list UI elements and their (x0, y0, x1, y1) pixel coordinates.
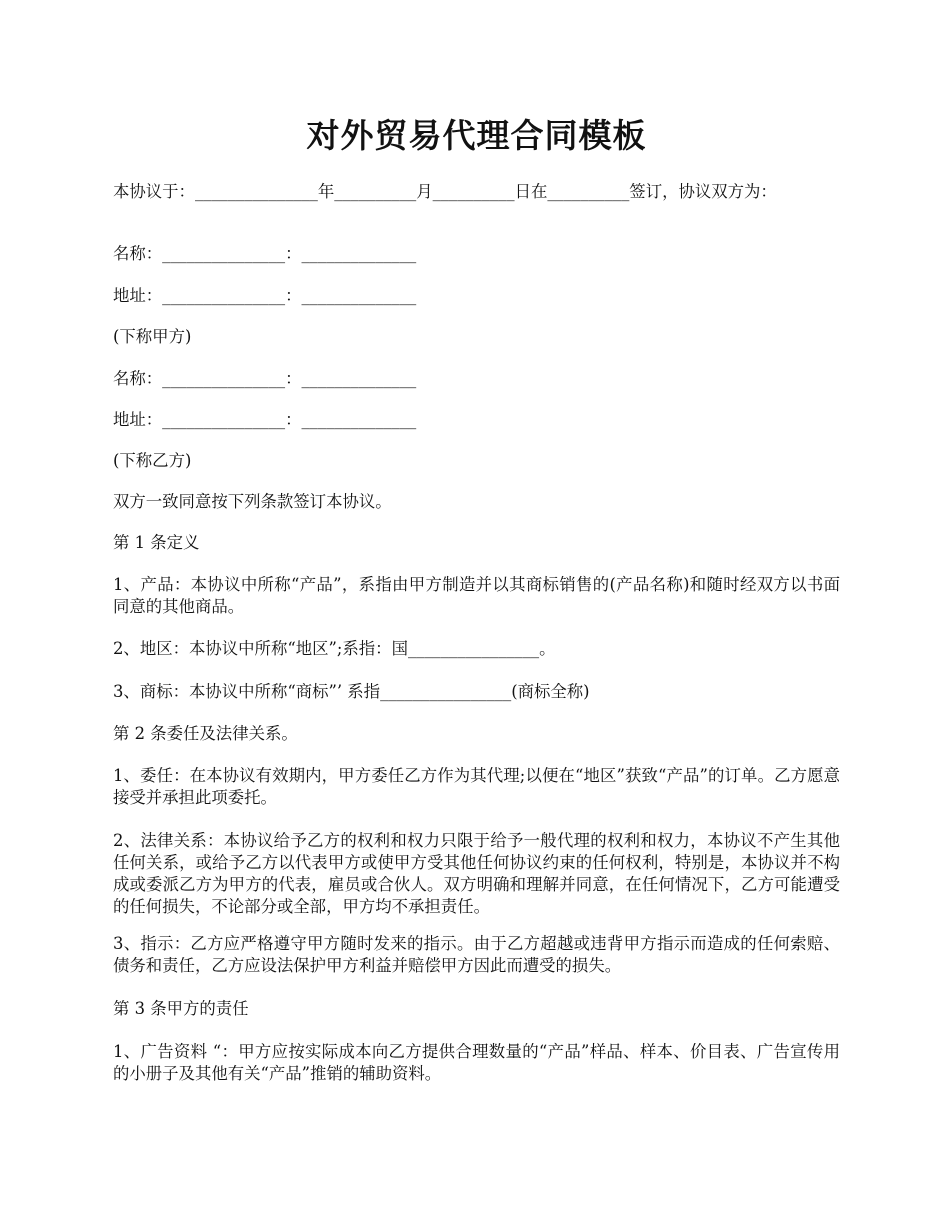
party-b-name-line: 名称：_______________：______________ (113, 369, 417, 388)
article-1-clause-1: 1、产品：本协议中所称“产品”，系指由甲方制造并以其商标销售的(产品名称)和随时经双方以书面同意的其他商品。 (113, 575, 840, 616)
contract-date-line: 本协议于：_______________年__________月__________日在__________签订，协议双方为： (113, 182, 777, 201)
article-2-clause-2: 2、法律关系：本协议给予乙方的权利和权力只限于给予一般代理的权利和权力，本协议不产生其他任何关系，或给予乙方以代表甲方或使甲方受其他任何协议约束的任何权利，特别是，本协议并不构成或委派乙方为甲方的代表，雇员或合伙人。双方明确和理解并同意，在任何情况下，乙方可能遭受的任何损失，不论部分或全部，甲方均不承担责任。 (113, 831, 840, 916)
party-a-label: (下称甲方) (113, 327, 192, 346)
article-1-clause-3: 3、商标：本协议中所称“商标”’ 系指________________(商标全称) (113, 682, 590, 701)
article-2-clause-3: 3、指示：乙方应严格遵守甲方随时发来的指示。由于乙方超越或违背甲方指示而造成的任何索赔、债务和责任，乙方应设法保护甲方利益并赔偿甲方因此而遭受的损失。 (113, 934, 840, 975)
agreement-intro: 双方一致同意按下列条款签订本协议。 (113, 492, 392, 511)
party-a-address-line: 地址：_______________：______________ (113, 286, 417, 305)
party-b-address-line: 地址：_______________：______________ (113, 410, 417, 429)
article-3-heading: 第 3 条甲方的责任 (113, 999, 249, 1018)
article-3-clause-1: 1、广告资料 “：甲方应按实际成本向乙方提供合理数量的“产品”样品、样本、价目表、广告宣传用的小册子及其他有关“产品”推销的辅助资料。 (113, 1042, 840, 1083)
party-a-name-line: 名称：_______________：______________ (113, 244, 417, 263)
article-1-heading: 第 1 条定义 (113, 533, 200, 552)
article-1-clause-2: 2、地区：本协议中所称“地区”;系指：国________________。 (113, 639, 556, 658)
party-b-label: (下称乙方) (113, 451, 192, 470)
article-2-heading: 第 2 条委任及法律关系。 (113, 724, 298, 743)
document-title: 对外贸易代理合同模板 (306, 116, 647, 155)
article-2-clause-1: 1、委任：在本协议有效期内，甲方委任乙方作为其代理;以便在“地区”获致“产品”的订单。乙方愿意接受并承担此项委托。 (113, 766, 840, 807)
